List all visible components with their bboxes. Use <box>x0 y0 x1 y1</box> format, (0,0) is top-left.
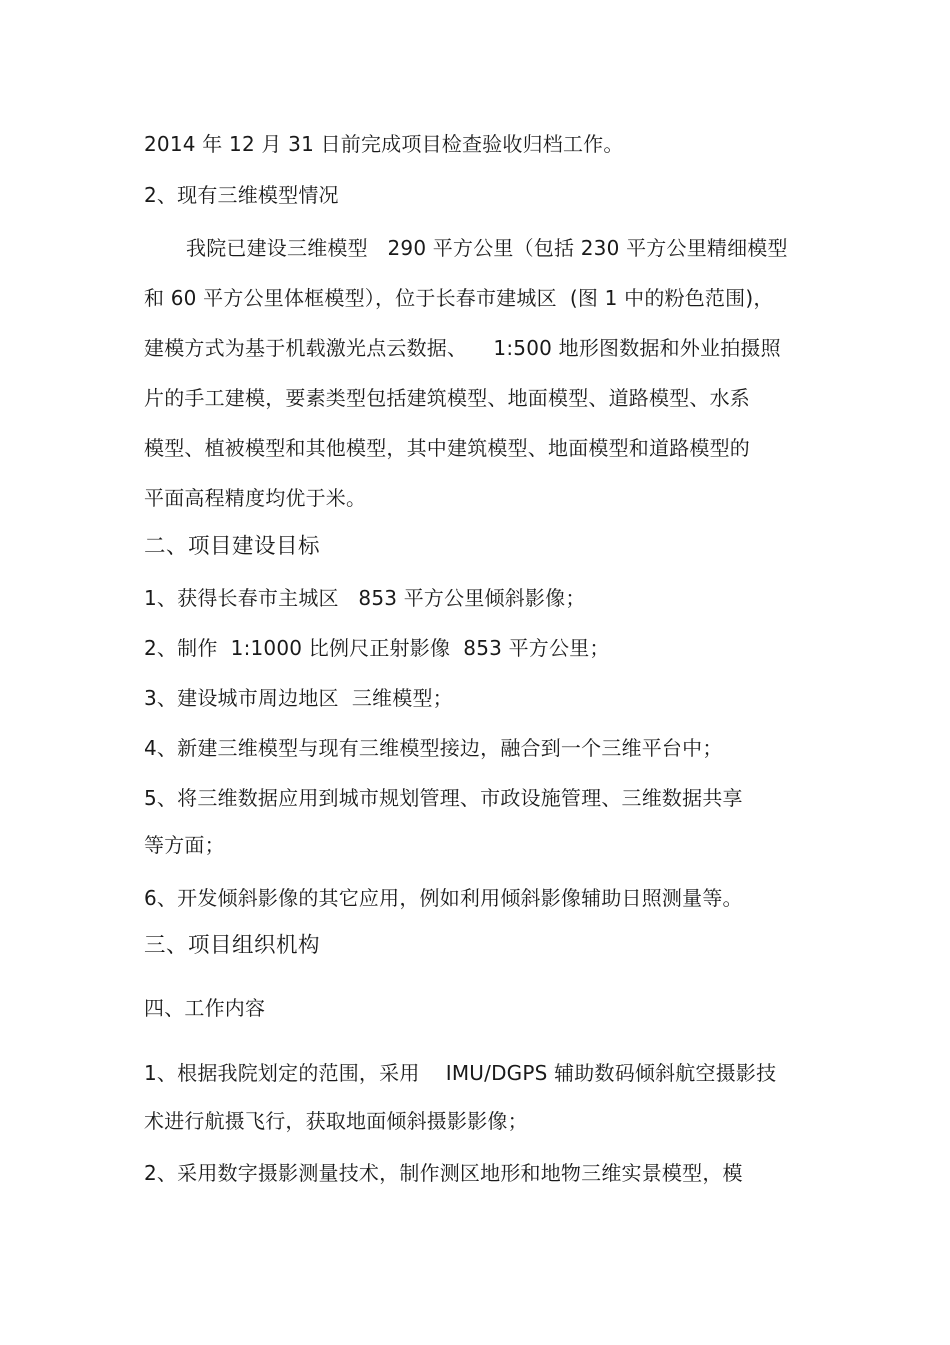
list-item-continuation: 等方面； <box>144 833 225 857</box>
list-item: 5、将三维数据应用到城市规划管理、市政设施管理、三维数据共享 <box>144 786 743 810</box>
list-item: 6、开发倾斜影像的其它应用，例如利用倾斜影像辅助日照测量等。 <box>144 886 743 910</box>
paragraph-line: 片的手工建模，要素类型包括建筑模型、地面模型、道路模型、水系 <box>144 386 750 410</box>
paragraph-line: 建模方式为基于机载激光点云数据、 1:500 地形图数据和外业拍摄照 <box>144 336 781 360</box>
list-item: 4、新建三维模型与现有三维模型接边，融合到一个三维平台中； <box>144 736 723 760</box>
list-item: 2、采用数字摄影测量技术，制作测区地形和地物三维实景模型，模 <box>144 1161 743 1185</box>
section-subheading: 2、现有三维模型情况 <box>144 183 339 207</box>
paragraph-line: 我院已建设三维模型 290 平方公里（包括 230 平方公里精细模型 <box>186 236 788 260</box>
text-line: 2014 年 12 月 31 日前完成项目检查验收归档工作。 <box>144 132 624 156</box>
paragraph-line: 模型、植被模型和其他模型，其中建筑模型、地面模型和道路模型的 <box>144 436 750 460</box>
list-item-continuation: 术进行航摄飞行，获取地面倾斜摄影影像； <box>144 1109 528 1133</box>
paragraph-line: 和 60 平方公里体框模型），位于长春市建城区 (图 1 中的粉色范围)， <box>144 286 774 310</box>
section-heading: 二、项目建设目标 <box>144 534 321 559</box>
paragraph-line: 平面高程精度均优于米。 <box>144 486 367 510</box>
list-item: 1、获得长春市主城区 853 平方公里倾斜影像； <box>144 586 586 610</box>
list-item: 1、根据我院划定的范围，采用 IMU/DGPS 辅助数码倾斜航空摄影技 <box>144 1061 777 1085</box>
section-heading: 三、项目组织机构 <box>144 933 321 958</box>
section-heading: 四、工作内容 <box>144 996 266 1020</box>
list-item: 2、制作 1:1000 比例尺正射影像 853 平方公里； <box>144 636 610 660</box>
list-item: 3、建设城市周边地区 三维模型； <box>144 686 453 710</box>
